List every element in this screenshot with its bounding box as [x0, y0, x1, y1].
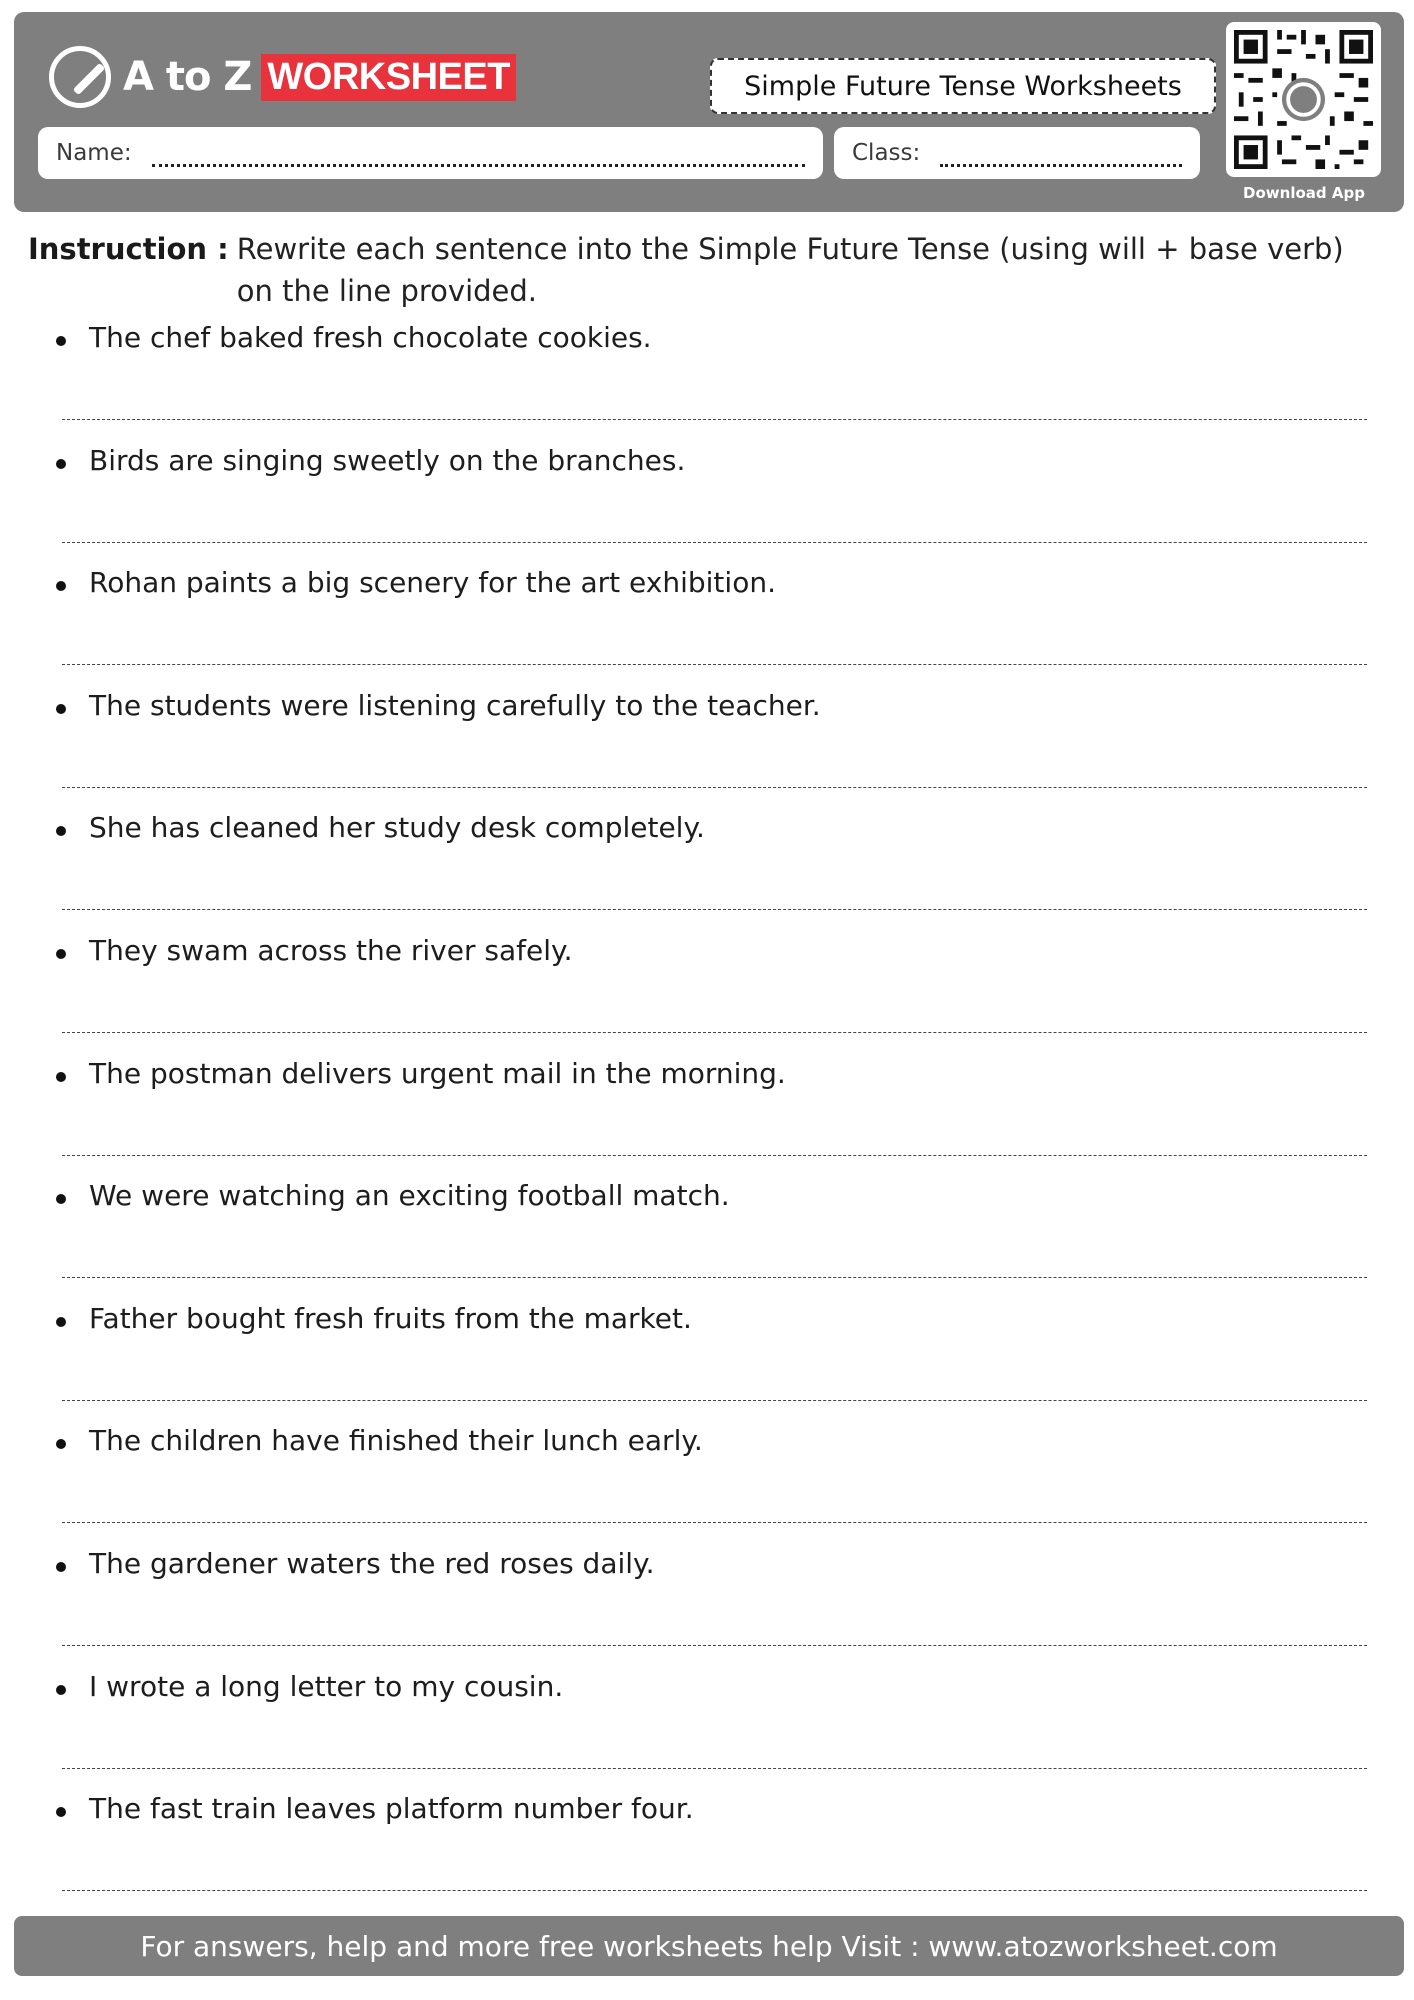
bullet-icon: [56, 704, 66, 714]
question-item: [0, 1667, 1414, 1790]
bullet-icon: [56, 1317, 66, 1327]
logo-badge: WORKSHEET: [261, 54, 516, 101]
question-sentence: The fast train leaves platform number four.: [89, 1792, 694, 1826]
bullet-icon: [56, 1072, 66, 1082]
answer-line[interactable]: [62, 1768, 1367, 1769]
question-sentence: She has cleaned her study desk completely.: [89, 811, 705, 845]
worksheet-title: Simple Future Tense Worksheets: [710, 58, 1216, 114]
question-sentence: They swam across the river safely.: [89, 933, 573, 967]
answer-line[interactable]: [62, 1277, 1367, 1278]
question-item: [0, 1299, 1414, 1422]
question-item: [0, 1544, 1414, 1667]
question-item: [0, 808, 1414, 931]
question-sentence: We were watching an exciting football match.: [89, 1179, 730, 1213]
question-item: [0, 931, 1414, 1054]
footer-banner[interactable]: [14, 1916, 1404, 1976]
answer-line[interactable]: [62, 787, 1367, 788]
question-sentence: The gardener waters the red roses daily.: [89, 1546, 655, 1580]
class-answer-line[interactable]: [940, 153, 1182, 167]
instruction-label: Instruction :: [28, 232, 229, 266]
bullet-icon: [56, 581, 66, 591]
bullet-icon: [56, 1807, 66, 1817]
bullet-icon: [56, 826, 66, 836]
answer-line[interactable]: [62, 1400, 1367, 1401]
question-item: [0, 318, 1414, 441]
class-label: Class:: [852, 140, 921, 166]
answer-line[interactable]: [62, 1890, 1367, 1891]
question-item: [0, 441, 1414, 564]
worksheet-header: [14, 12, 1404, 212]
question-sentence: Birds are singing sweetly on the branches.: [89, 443, 686, 477]
logo-pen-icon: [49, 46, 111, 108]
bullet-icon: [56, 459, 66, 469]
bullet-icon: [56, 1562, 66, 1572]
bullet-icon: [56, 1685, 66, 1695]
qr-code[interactable]: [1226, 22, 1381, 177]
question-sentence: The postman delivers urgent mail in the morning.: [89, 1056, 786, 1090]
question-sentence: Rohan paints a big scenery for the art exhibition.: [89, 566, 776, 600]
bullet-icon: [56, 336, 66, 346]
answer-line[interactable]: [62, 1032, 1367, 1033]
bullet-icon: [56, 1194, 66, 1204]
question-item: [0, 1789, 1414, 1912]
answer-line[interactable]: [62, 664, 1367, 665]
question-sentence: The students were listening carefully to the teacher.: [89, 688, 821, 722]
class-field[interactable]: [834, 127, 1200, 179]
download-app-label: Download App: [1243, 184, 1365, 202]
bullet-icon: [56, 949, 66, 959]
name-label: Name:: [56, 140, 132, 166]
question-item: [0, 563, 1414, 686]
name-field[interactable]: [38, 127, 823, 179]
question-sentence: Father bought fresh fruits from the market.: [89, 1301, 692, 1335]
answer-line[interactable]: [62, 1645, 1367, 1646]
logo: [49, 42, 516, 112]
question-item: [0, 1176, 1414, 1299]
answer-line[interactable]: [62, 909, 1367, 910]
instruction-text: Rewrite each sentence into the Simple Future Tense (using will + base verb) on the line provided.: [236, 232, 1344, 308]
instruction: [28, 228, 1358, 312]
footer-text: For answers, help and more free worksheets help Visit : www.atozworksheet.com: [140, 1929, 1278, 1963]
question-item: [0, 686, 1414, 809]
qr-code-icon: [1234, 30, 1373, 169]
question-sentence: I wrote a long letter to my cousin.: [89, 1669, 564, 1703]
answer-line[interactable]: [62, 542, 1367, 543]
question-list: [0, 318, 1414, 1912]
question-item: [0, 1421, 1414, 1544]
name-answer-line[interactable]: [152, 153, 805, 167]
bullet-icon: [56, 1439, 66, 1449]
answer-line[interactable]: [62, 1155, 1367, 1156]
logo-text: A to Z: [123, 54, 252, 100]
question-item: [0, 1054, 1414, 1177]
question-sentence: The chef baked fresh chocolate cookies.: [89, 321, 652, 354]
answer-line[interactable]: [62, 419, 1367, 420]
answer-line[interactable]: [62, 1522, 1367, 1523]
question-sentence: The children have finished their lunch early.: [89, 1424, 703, 1458]
